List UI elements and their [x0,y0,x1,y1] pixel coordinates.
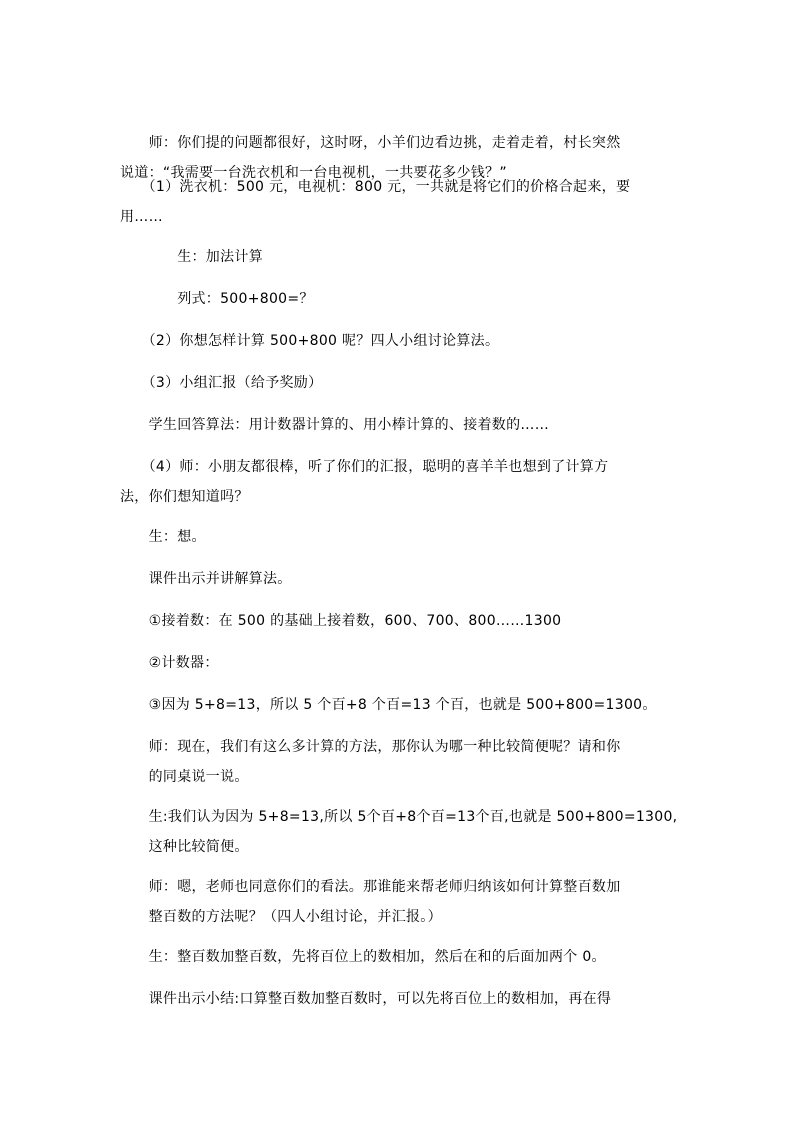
paragraph-8 [120,452,680,512]
paragraph-16 [120,872,680,932]
paragraph-12-line-1: ②计数器： [120,655,219,671]
paragraph-18-line-1: 课件出示小结:口算整百数加整百数时，可以先将百位上的数相加，再在得 [120,991,612,1007]
paragraph-8-line-1: （4）师：小朋友都很棒，听了你们的汇报，聪明的喜羊羊也想到了计算方 [120,459,609,475]
paragraph-2-line-1: （1）洗衣机：500 元，电视机：800 元，一共就是将它们的价格合起来，要 [120,179,631,195]
paragraph-7 [120,410,680,440]
paragraph-13 [120,690,680,720]
paragraph-6 [120,368,680,398]
paragraph-4 [120,284,680,314]
paragraph-9 [120,522,680,552]
paragraph-3 [120,242,680,272]
paragraph-5 [120,326,680,356]
paragraph-13-line-1: ③因为 5+8=13，所以 5 个百+8 个百=13 个百，也就是 500+800=1300。 [120,697,657,713]
paragraph-4-line-1: 列式：500+800=？ [120,291,314,307]
paragraph-18 [120,984,680,1014]
paragraph-15-line-1: 生:我们认为因为 5+8=13,所以 5个百+8个百=13个百,也就是 500+800=1300, [120,809,678,825]
paragraph-2 [120,172,680,232]
paragraph-1-line-2: 说道：“我需要一台洗衣机和一台电视机，一共要花多少钱？” [120,165,507,181]
paragraph-14-line-2: 的同桌说一说。 [120,769,249,785]
paragraph-16-line-1: 师：嗯，老师也同意你们的看法。那谁能来帮老师归纳该如何计算整百数加 [120,879,621,895]
paragraph-3-line-1: 生：加法计算 [120,249,263,265]
paragraph-11-line-1: ①接着数：在 500 的基础上接着数，600、700、800……1300 [120,613,562,629]
paragraph-10 [120,564,680,594]
paragraph-6-line-1: （3）小组汇报（给予奖励） [120,375,323,391]
paragraph-1-line-1: 师：你们提的问题都很好，这时呀，小羊们边看边挑，走着走着，村长突然 [120,135,621,151]
paragraph-14-line-1: 师：现在，我们有这么多计算的方法，那你认为哪一种比较简便呢？请和你 [120,739,621,755]
paragraph-14 [120,732,680,792]
paragraph-15-line-2: 这种比较简便。 [120,839,249,855]
paragraph-16-line-2: 整百数的方法呢？（四人小组讨论，并汇报。） [120,909,442,925]
paragraph-11 [120,606,680,636]
paragraph-9-line-1: 生：想。 [120,529,206,545]
paragraph-17 [120,942,680,972]
paragraph-15 [120,802,680,862]
paragraph-5-line-1: （2）你想怎样计算 500+800 呢？四人小组讨论算法。 [120,333,500,349]
paragraph-2-line-2: 用…… [120,209,163,225]
paragraph-7-line-1: 学生回答算法：用计数器计算的、用小棒计算的、接着数的…… [120,417,549,433]
paragraph-17-line-1: 生：整百数加整百数，先将百位上的数相加，然后在和的后面加两个 0。 [120,949,606,965]
paragraph-12 [120,648,680,678]
paragraph-10-line-1: 课件出示并讲解算法。 [120,571,292,587]
paragraph-8-line-2: 法，你们想知道吗？ [120,489,249,505]
